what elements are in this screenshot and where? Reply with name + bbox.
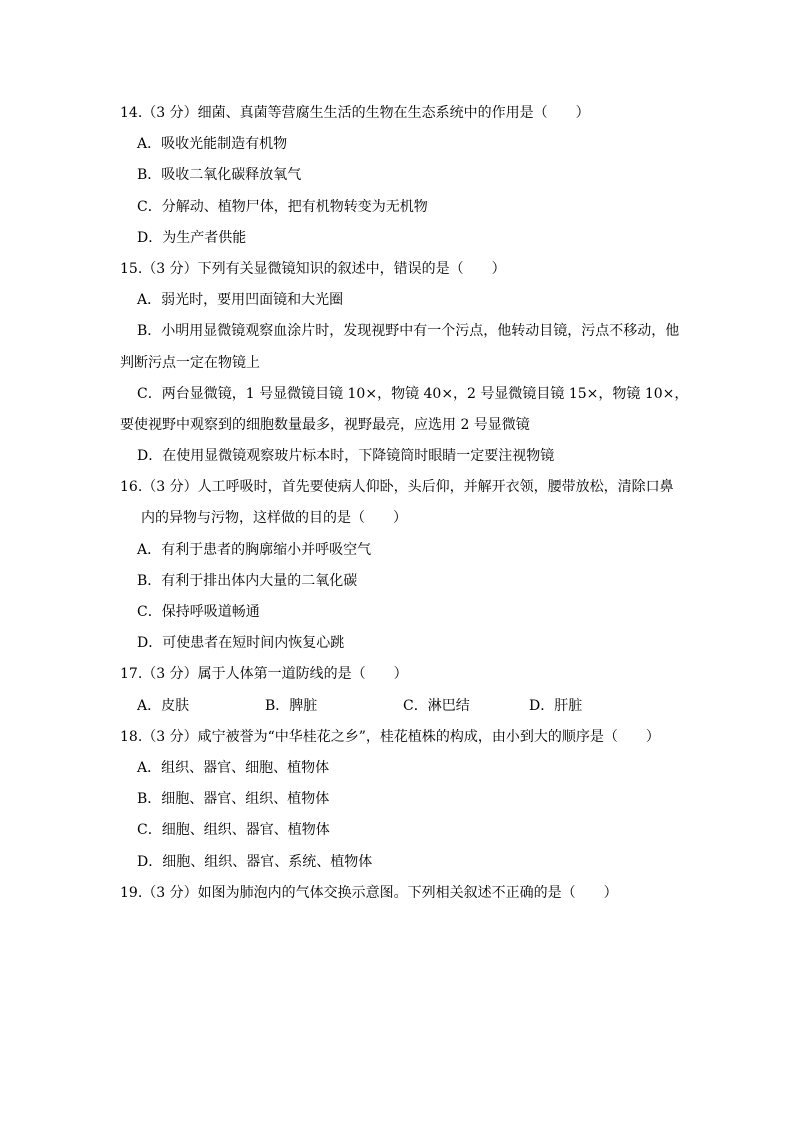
question-16-option-a: A．有利于患者的胸廓缩小并呼吸空气 [137,541,372,558]
question-19 [120,878,676,909]
question-16-option-d: D．可使患者在短时间内恢复心跳 [137,635,345,652]
question-17-option-c: C．淋巴结 [403,697,470,714]
question-list [120,98,689,909]
question-17 [120,659,676,721]
question-16-option-c: C．保持呼吸道畅通 [137,604,260,620]
question-19-stem: 19.（3 分）如图为肺泡内的气体交换示意图。下列相关叙述不正确的是（ ） [120,884,618,901]
question-17-option-b: B．脾脏 [265,697,318,714]
question-15-option-a: A．弱光时，要用凹面镜和大光圈 [137,292,344,309]
question-17-options-row [120,691,676,722]
question-18-option-b: B．细胞、器官、组织、植物体 [137,791,330,808]
question-15 [120,254,689,472]
question-15-option-c: C．两台显微镜，1 号显微镜目镜 10×，物镜 40×，2 号显微镜目镜 15×，物镜 10×， [137,385,689,402]
question-18 [120,722,676,878]
question-17-stem: 17.（3 分）属于人体第一道防线的是（ ） [120,666,408,683]
question-18-option-a: A．组织、器官、细胞、植物体 [137,759,330,776]
question-14-stem: 14.（3 分）细菌、真菌等营腐生生活的生物在生态系统中的作用是（ ） [120,105,590,121]
question-15-option-b-continued: 判断污点一定在物镜上 [120,354,260,371]
question-16 [120,472,676,659]
question-17-option-d: D．肝脏 [529,697,583,714]
question-14 [120,98,676,254]
question-15-option-b: B．小明用显微镜观察血涂片时，发现视野中有一个污点，他转动目镜，污点不移动，他 [137,323,680,340]
question-15-option-d: D．在使用显微镜观察玻片标本时，下降镜筒时眼睛一定要注视物镜 [137,448,555,465]
question-14-option-c: C．分解动、植物尸体，把有机物转变为无机物 [137,198,428,215]
question-16-stem: 16.（3 分）人工呼吸时，首先要使病人仰卧，头后仰，并解开衣领，腰带放松，清除口鼻 [120,479,674,496]
question-16-stem-continued: 内的异物与污物，这样做的目的是（ ） [141,510,407,527]
question-18-stem: 18.（3 分）咸宁被誉为“中华桂花之乡”，桂花植株的构成，由小到大的顺序是（ ） [120,728,660,745]
question-18-option-d: D．细胞、组织、器官、系统、植物体 [137,853,373,870]
question-18-option-c: C．细胞、组织、器官、植物体 [137,822,330,839]
question-14-option-b: B．吸收二氧化碳释放氧气 [137,167,302,184]
question-15-option-c-continued: 要使视野中观察到的细胞数量最多，视野最亮，应选用 2 号显微镜 [120,416,530,433]
question-15-stem: 15.（3 分）下列有关显微镜知识的叙述中，错误的是（ ） [120,260,506,277]
question-14-option-a: A．吸收光能制造有机物 [137,136,288,153]
question-14-option-d: D．为生产者供能 [137,229,247,246]
question-17-option-a: A．皮肤 [137,697,190,714]
question-16-option-b: B．有利于排出体内大量的二氧化碳 [137,572,358,589]
